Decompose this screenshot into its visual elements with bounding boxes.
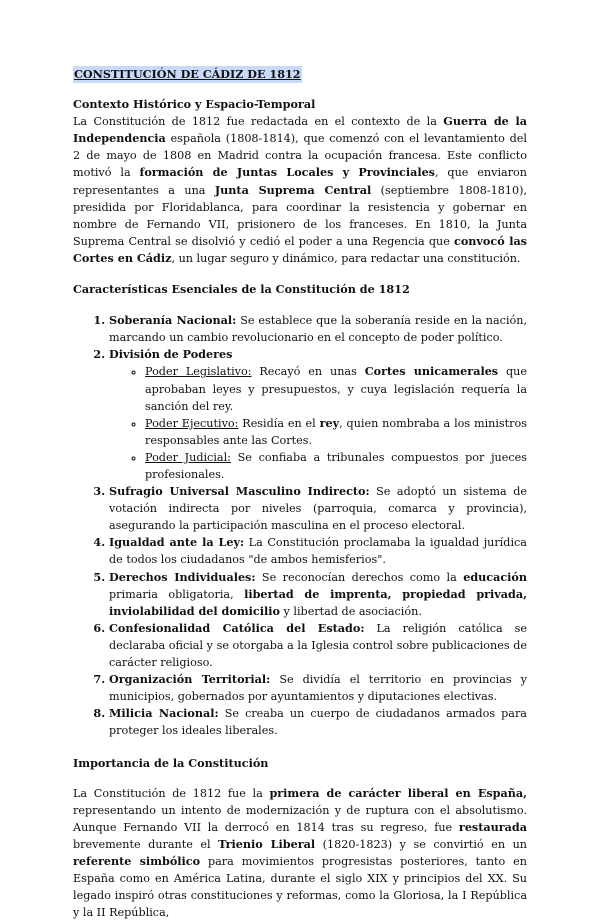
- sublist-item-legislativo: ◦ Poder Legislativo: Recayó en unas Cortes unicamerales que aprobaban leyes y presupuestos, y cuya legislación requería la sanción del rey.: [145, 363, 527, 414]
- context-paragraph: La Constitución de 1812 fue redactada en el contexto de la Guerra de la Independencia española (1808-1814), que comenzó con el levantamiento del 2 de mayo de 1808 en Madrid contra la ocupación francesa. Este conflicto motivó la formación de Juntas Locales y Provinciales, que enviaron representantes a una Junta Suprema Central (septiembre 1808-1810), presidida por Floridablanca, para coordinar la resistencia y gobernar en nombre de Fernando VII, prisionero de los franceses. En 1810, la Junta Suprema Central se disolvió y cedió el poder a una Regencia que convocó las Cortes en Cádiz, un lugar seguro y dinámico, para redactar una constitución.: [73, 114, 527, 265]
- list-item-milicia: 8. Milicia Nacional: Se creaba un cuerpo de ciudadanos armados para proteger los ideales liberales.: [109, 705, 527, 739]
- importance-heading: Importancia de la Constitución: [73, 756, 269, 771]
- importance-paragraph: La Constitución de 1812 fue la primera de carácter liberal en España, representando un intento de modernización y de ruptura con el absolutismo. Aunque Fernando VII la derrocó en 1814 tras su regreso, fue restaurada brevemente durante el Trienio Liberal (1820-1823) y se convirtió en un referente simbólico para movimientos progresistas posteriores, tanto en España como en América Latina, durante el siglo XIX y principios del XX. Su legado inspiró otras constituciones y reformas, como la Gloriosa, la I República y la II República,: [73, 785, 527, 920]
- list-item-derechos: 5. Derechos Individuales: Se reconocían derechos como la educación primaria obligatoria, libertad de imprenta, propiedad privada, inviolabilidad del domicilio y libertad de asociación.: [109, 569, 527, 620]
- list-item-sufragio: 3. Sufragio Universal Masculino Indirecto: Se adoptó un sistema de votación indirecta por niveles (parroquia, comarca y provincia), asegurando la participación masculina en el proceso electoral.: [109, 483, 527, 534]
- list-item-soberania: 1. Soberanía Nacional: Se establece que la soberanía reside en la nación, marcando un cambio revolucionario en el concepto de poder político.: [109, 312, 527, 346]
- list-item-organizacion: 7. Organización Territorial: Se dividía el territorio en provincias y municipios, gobernados por ayuntamientos y diputaciones electivas.: [109, 671, 527, 705]
- sublist-item-ejecutivo: ◦ Poder Ejecutivo: Residía en el rey, quien nombraba a los ministros responsables ante las Cortes.: [145, 415, 527, 449]
- document-title: CONSTITUCIÓN DE CÁDIZ DE 1812: [73, 66, 302, 83]
- list-item-confesionalidad: 6. Confesionalidad Católica del Estado: La religión católica se declaraba oficial y se otorgaba a la Iglesia control sobre publicaciones de carácter religioso.: [109, 620, 527, 671]
- list-item-igualdad: 4. Igualdad ante la Ley: La Constitución proclamaba la igualdad jurídica de todos los ciudadanos "de ambos hemisferios".: [109, 534, 527, 568]
- sublist-item-judicial: ◦ Poder Judicial: Se confiaba a tribunales compuestos por jueces profesionales.: [145, 449, 527, 483]
- features-heading: Características Esenciales de la Constitución de 1812: [73, 282, 410, 297]
- list-item-division-poderes: 2. División de Poderes ◦ Poder Legislativo: Recayó en unas Cortes unicamerales que aprobaban leyes y presupuestos, y cuya legislación requería la sanción del rey. ◦ Poder Ejecutivo: Residía en el rey, quien nombraba a los ministros responsables ante las Cortes. ◦ Poder Judicial: Se confiaba a tribunales compuestos por jueces profesionales.: [109, 346, 527, 483]
- features-list: [73, 312, 527, 739]
- powers-sublist: [109, 363, 527, 483]
- context-heading: Contexto Histórico y Espacio-Temporal: [73, 97, 316, 112]
